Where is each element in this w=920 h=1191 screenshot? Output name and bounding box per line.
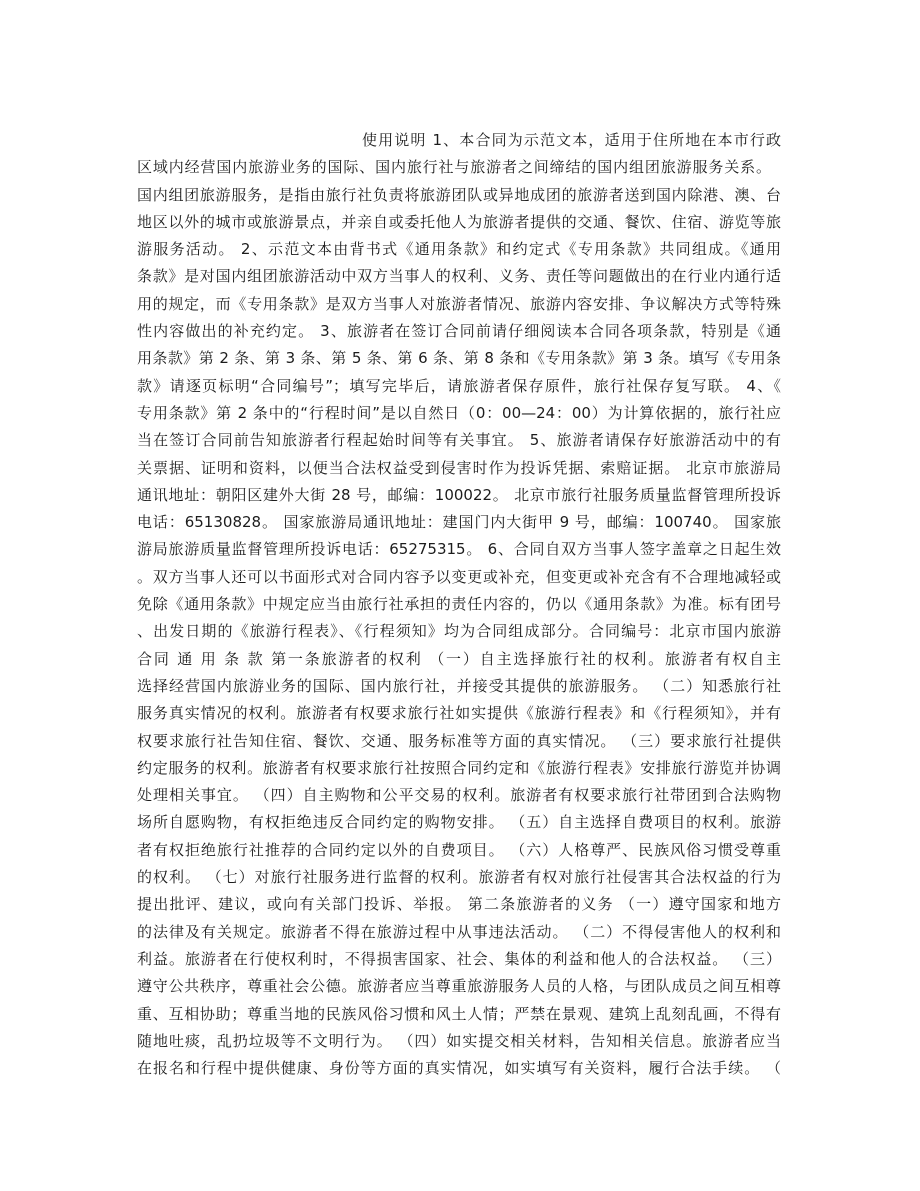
text-line: 遵守公共秩序，尊重社会公德。旅游者应当尊重旅游服务人员的人格，与团队成员之间互相尊 (137, 977, 781, 996)
text-line: 游服务活动。 2、示范文本由背书式《通用条款》和约定式《专用条款》共同组成。《通用 (137, 240, 781, 259)
text-line: 性内容做出的补充约定。 3、旅游者在签订合同前请仔细阅读本合同各项条款，特别是《通 (137, 322, 781, 341)
text-line: 的法律及有关规定。旅游者不得在旅游过程中从事违法活动。 （二）不得侵害他人的权利和 (137, 922, 781, 941)
text-line: 款》请逐页标明“合同编号”；填写完毕后，请旅游者保存原件，旅行社保存复写联。 4、《 (137, 376, 781, 395)
text-line: 关票据、证明和资料，以便当合法权益受到侵害时作为投诉凭据、索赔证据。 北京市旅游局 (137, 458, 781, 477)
text-line: 用条款》第 2 条、第 3 条、第 5 条、第 6 条、第 8 条和《专用条款》第 3 条。填写《专用条 (137, 349, 781, 368)
text-line: 专用条款》第 2 条中的“行程时间”是以自然日（0：00—24：00）为计算依据的，旅行社应 (137, 403, 781, 422)
text-line: 者有权拒绝旅行社推荐的合同约定以外的自费项目。 （六）人格尊严、民族风俗习惯受尊重 (137, 840, 781, 859)
text-line: 重、互相协助；尊重当地的民族风俗习惯和风土人情；严禁在景观、建筑上乱刻乱画，不得有 (137, 1004, 781, 1023)
text-line: 在报名和行程中提供健康、身份等方面的真实情况，如实填写有关资料，履行合法手续。 （ (137, 1059, 781, 1078)
text-line: 服务真实情况的权利。旅游者有权要求旅行社如实提供《旅游行程表》和《行程须知》，并有 (137, 704, 781, 723)
text-line: 通讯地址：朝阳区建外大街 28 号，邮编：100022。 北京市旅行社服务质量监督管理所投诉 (137, 485, 781, 504)
text-line: 随地吐痰，乱扔垃圾等不文明行为。 （四）如实提交相关材料，告知相关信息。旅游者应当 (137, 1031, 781, 1050)
text-line: 合同 通 用 条 款 第一条旅游者的权利 （一）自主选择旅行社的权利。旅游者有权自主 (137, 649, 781, 668)
text-line: 游局旅游质量监督管理所投诉电话：65275315。 6、合同自双方当事人签字盖章之日起生效 (137, 540, 781, 559)
text-line: 免除《通用条款》中规定应当由旅行社承担的责任内容的，仍以《通用条款》为准。标有团号 (137, 595, 781, 614)
text-line: 的权利。 （七）对旅行社服务进行监督的权利。旅游者有权对旅行社侵害其合法权益的行为 (137, 868, 781, 887)
text-line: 区域内经营国内旅游业务的国际、国内旅行社与旅游者之间缔结的国内组团旅游服务关系。 (137, 158, 771, 177)
text-line: 约定服务的权利。旅游者有权要求旅行社按照合同约定和《旅游行程表》安排旅行游览并协调 (137, 758, 781, 777)
text-line: 用的规定，而《专用条款》是双方当事人对旅游者情况、旅游内容安排、争议解决方式等特殊 (137, 294, 781, 313)
text-line: 条款》是对国内组团旅游活动中双方当事人的权利、义务、责任等问题做出的在行业内通行适 (137, 267, 781, 286)
text-line: 利益。旅游者在行使权利时，不得损害国家、社会、集体的利益和他人的合法权益。 （三） (137, 949, 781, 968)
text-line: 场所自愿购物，有权拒绝违反合同约定的购物安排。 （五）自主选择自费项目的权利。旅游 (137, 813, 781, 832)
text-line: 选择经营国内旅游业务的国际、国内旅行社，并接受其提供的旅游服务。 （二）知悉旅行社 (137, 676, 781, 695)
body-text (137, 127, 781, 1082)
text-line: 地区以外的城市或旅游景点，并亲自或委托他人为旅游者提供的交通、餐饮、住宿、游览等旅 (137, 212, 781, 231)
text-line: 处理相关事宜。 （四）自主购物和公平交易的权利。旅游者有权要求旅行社带团到合法购物 (137, 786, 781, 805)
text-line: 国内组团旅游服务，是指由旅行社负责将旅游团队或异地成团的旅游者送到国内除港、澳、台 (137, 185, 781, 204)
text-line: 当在签订合同前告知旅游者行程起始时间等有关事宜。 5、旅游者请保存好旅游活动中的有 (137, 431, 781, 450)
text-line: 、出发日期的《旅游行程表》、《行程须知》均为合同组成部分。合同编号：北京市国内旅游 (137, 622, 781, 641)
text-line: 权要求旅行社告知住宿、餐饮、交通、服务标准等方面的真实情况。 （三）要求旅行社提供 (137, 731, 781, 750)
text-line: 提出批评、建议，或向有关部门投诉、举报。 第二条旅游者的义务 （一）遵守国家和地方 (137, 895, 781, 914)
text-line: 使用说明 1、本合同为示范文本，适用于住所地在本市行政 (362, 131, 781, 149)
text-line: 电话：65130828。 国家旅游局通讯地址：建国门内大街甲 9 号，邮编：100740。 国家旅 (137, 513, 781, 532)
text-line: 。双方当事人还可以书面形式对合同内容予以变更或补充，但变更或补充含有不合理地减轻或 (137, 567, 781, 586)
